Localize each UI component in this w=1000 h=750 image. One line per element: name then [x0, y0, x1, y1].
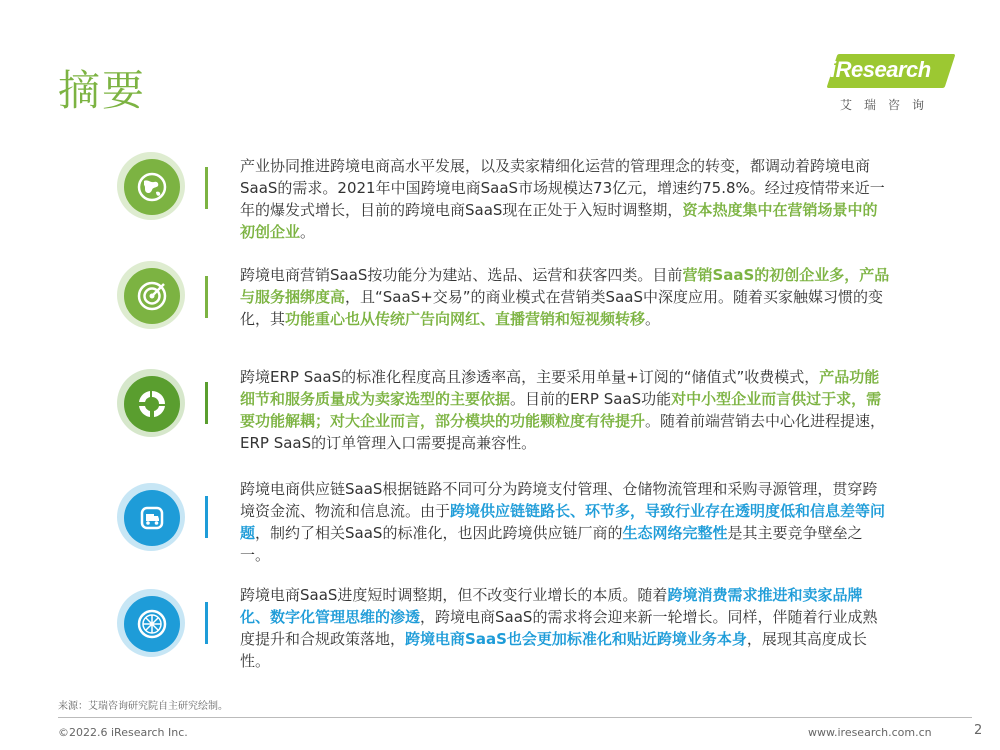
divider-bar	[205, 382, 208, 424]
body-text: 跨境ERP SaaS的标准化程度高且渗透率高，主要采用单量+订阅的“储值式”收费模式，	[240, 368, 820, 386]
delivery-icon	[124, 490, 180, 546]
body-text: 跨境电商供应链SaaS根据链路不同可分为跨境支付管理、仓储物流管理和采购寻源管理，贯穿跨境资金流、物流和信息流。由于	[240, 480, 878, 520]
highlight-text: 跨境电商SaaS也会更加标准化和贴近跨境业务本身	[405, 630, 747, 648]
summary-text-3	[240, 366, 892, 454]
network-icon	[124, 596, 180, 652]
source-note: 来源：艾瑞咨询研究院自主研究绘制。	[58, 701, 228, 712]
body-text: ，跨境电商SaaS的需求将会迎来新一轮增长。同样，伴随着行业成熟度提升和合规政策落地，	[240, 608, 878, 648]
copyright: ©2022.6 iResearch Inc.	[58, 726, 188, 739]
highlight-text: 营销SaaS的初创企业多，产品与服务捆绑度高	[240, 266, 890, 306]
body-text: 是其主要竞争壁垒之一。	[240, 524, 863, 564]
body-text: 跨境电商营销SaaS按功能分为建站、选品、运营和获客四类。目前	[240, 266, 683, 284]
body-text: 。随着前端营销去中心化进程提速，ERP SaaS的订单管理入口需要提高兼容性。	[240, 412, 886, 452]
cycle-icon	[124, 376, 180, 432]
page-title: 摘要	[58, 66, 147, 115]
iresearch-logo	[826, 52, 956, 114]
highlight-text: 跨境消费需求推进和卖家品牌化、数字化管理思维的渗透	[240, 586, 863, 626]
page-number: 2	[974, 723, 983, 738]
divider-bar	[205, 276, 208, 318]
summary-text-5	[240, 584, 892, 672]
body-text: 产业协同推进跨境电商高水平发展，以及卖家精细化运营的管理理念的转变，都调动着跨境电商SaaS的需求。2021年中国跨境电商SaaS市场规模达73亿元，增速约75.8%。经过疫情带来近一年的爆发式增长，目前的跨境电商SaaS现在正处于入短时调整期，	[240, 157, 885, 219]
divider-bar	[205, 602, 208, 644]
body-text: 。	[645, 310, 661, 328]
body-text: 跨境电商SaaS进度短时调整期，但不改变行业增长的本质。随着	[240, 586, 668, 604]
divider-bar	[205, 167, 208, 209]
target-icon	[124, 268, 180, 324]
summary-text-2	[240, 264, 892, 330]
divider-bar	[205, 496, 208, 538]
highlight-text: 对中小型企业而言供过于求，需要功能解耦；对大企业而言，部分模块的功能颗粒度有待提升	[240, 390, 882, 430]
logo-subtitle: 艾瑞咨询	[840, 98, 937, 112]
body-text: 。	[300, 223, 316, 241]
highlight-text: 跨境供应链链路长、环节多，导致行业存在透明度低和信息差等问题	[240, 502, 886, 542]
globe-icon	[124, 159, 180, 215]
body-text: ，展现其高度成长性。	[240, 630, 867, 670]
body-text: ，且“SaaS+交易”的商业模式在营销类SaaS中深度应用。随着买家触媒习惯的变化，其	[240, 288, 883, 328]
summary-text-1	[240, 155, 892, 243]
body-text: ，制约了相关SaaS的标准化，也因此跨境供应链厂商的	[255, 524, 623, 542]
highlight-text: 资本热度集中在营销场景中的初创企业	[240, 201, 878, 241]
logo-brand: iResearch	[830, 57, 931, 82]
footer-divider	[58, 717, 972, 718]
body-text: 。目前的ERP SaaS功能	[510, 390, 672, 408]
highlight-text: 产品功能细节和服务质量成为卖家选型的主要依据	[240, 368, 880, 408]
highlight-text: 生态网络完整性	[622, 524, 728, 542]
summary-text-4	[240, 478, 892, 566]
highlight-text: 功能重心也从传统广告向网红、直播营销和短视频转移	[285, 310, 646, 328]
website-link[interactable]: www.iresearch.com.cn	[808, 726, 932, 739]
